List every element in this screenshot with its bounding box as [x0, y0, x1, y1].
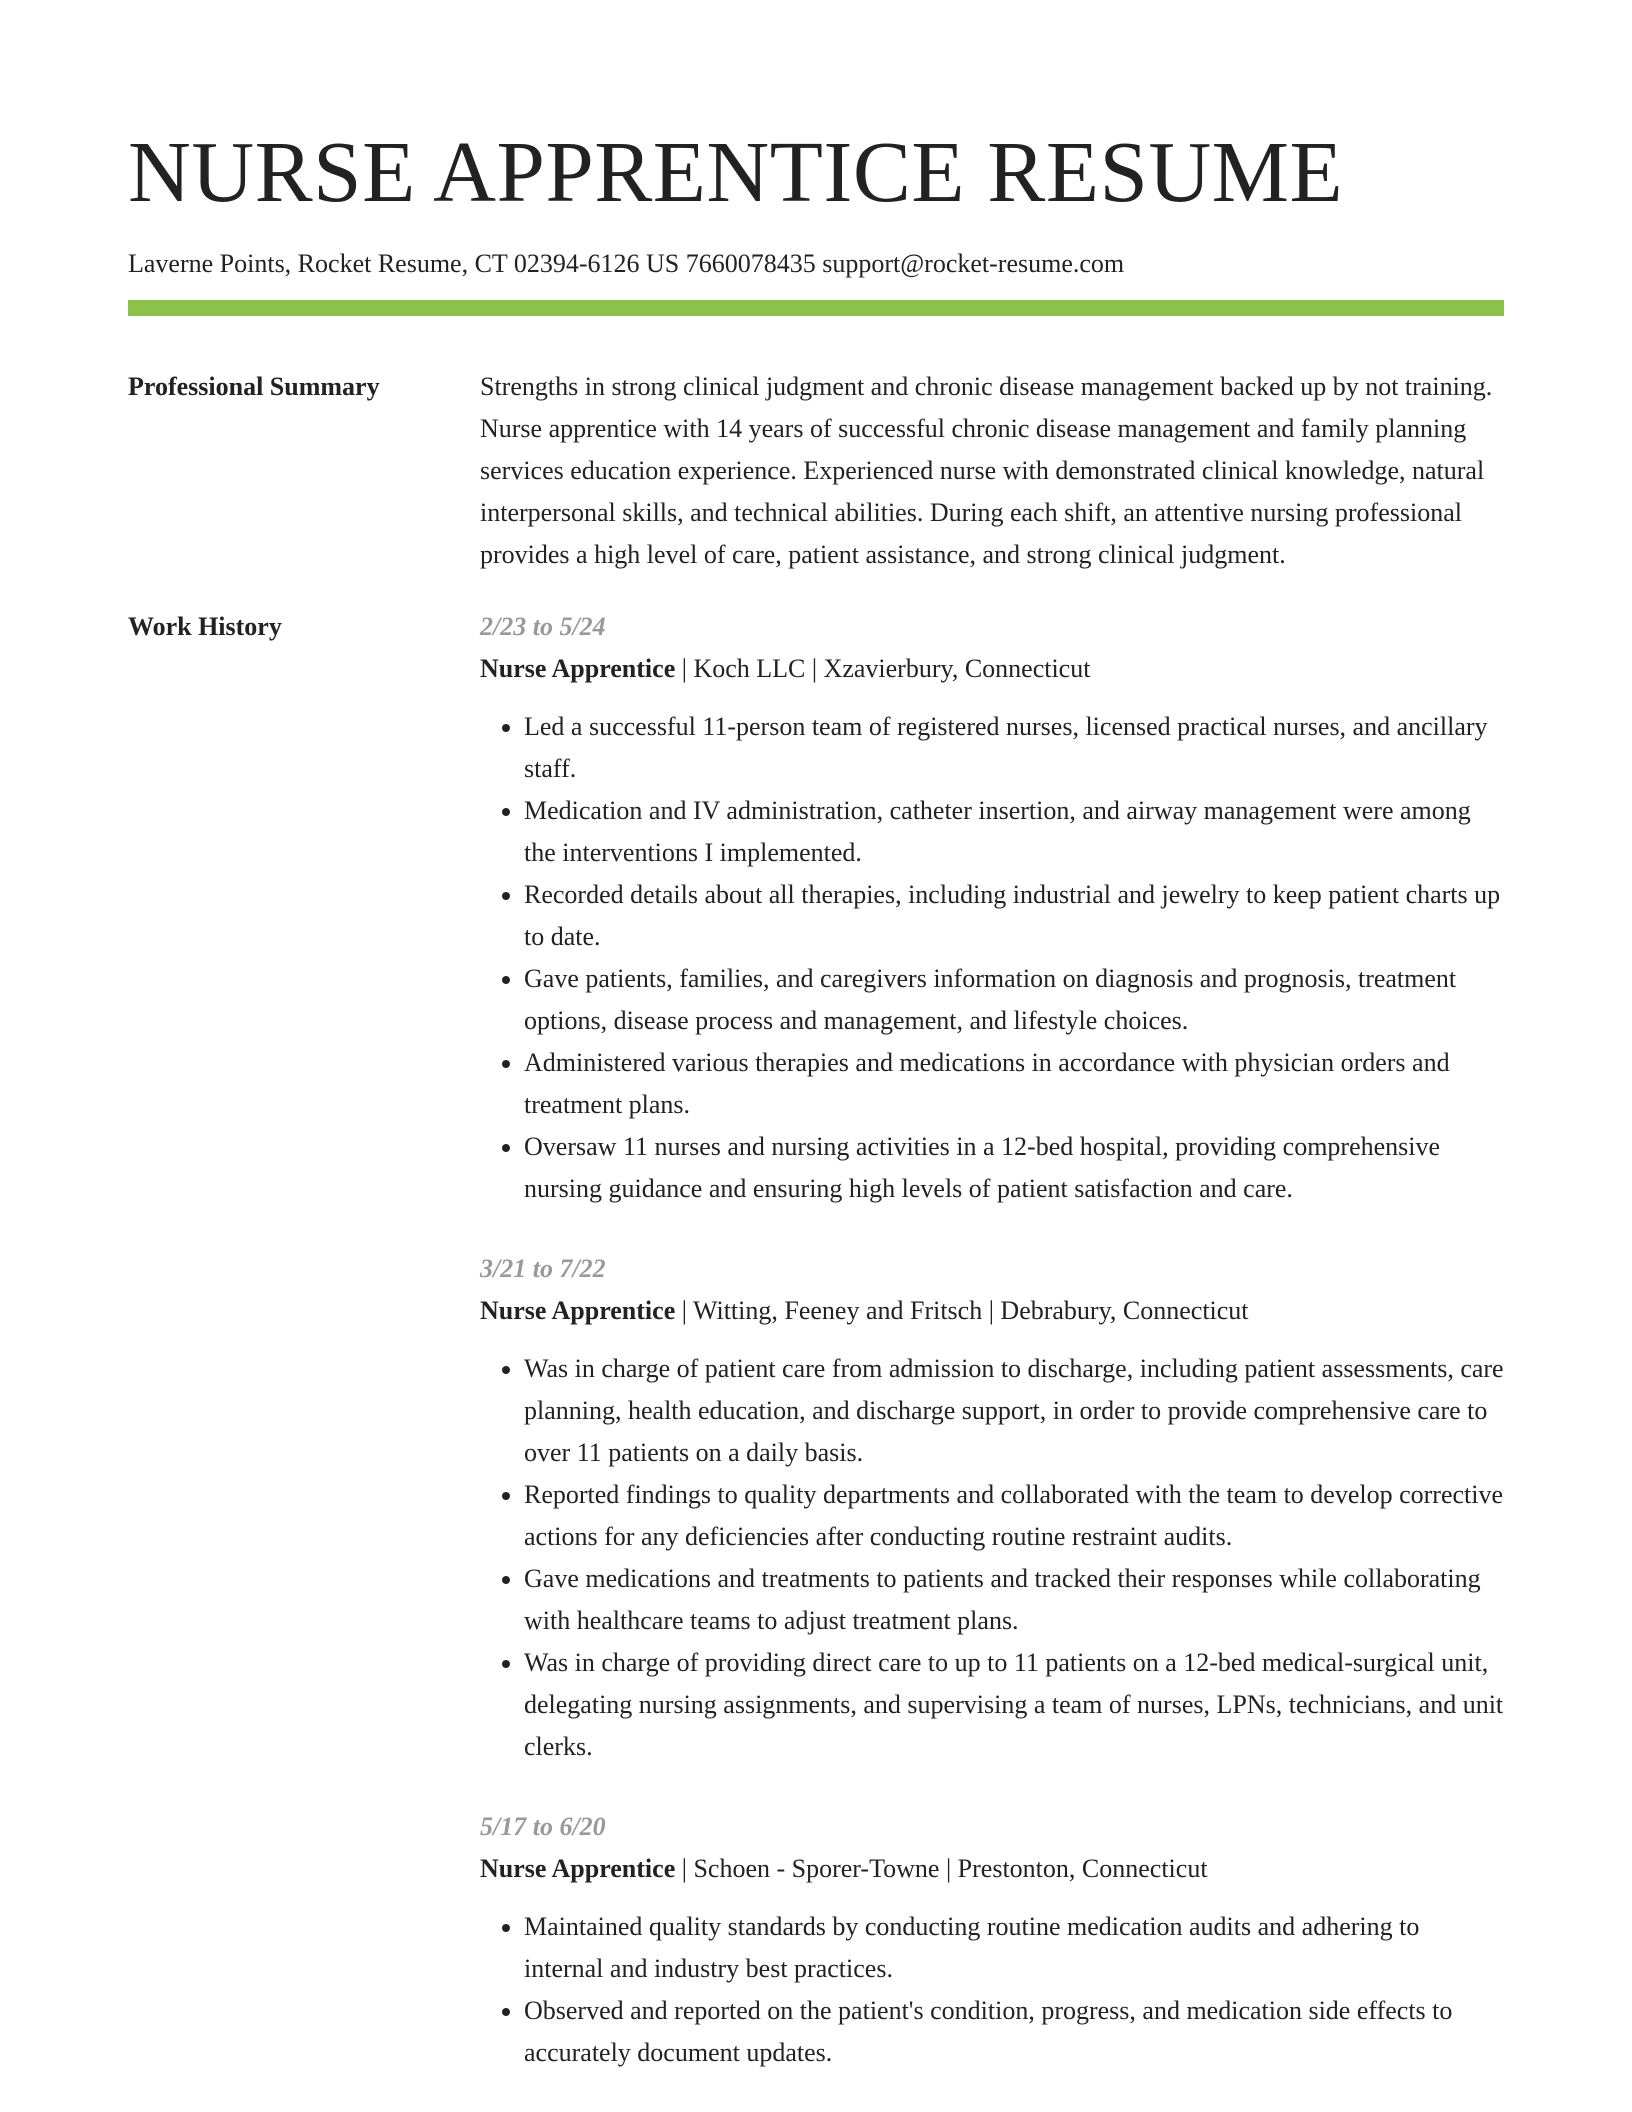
- job-heading: [480, 1848, 1504, 1890]
- contact-line: Laverne Points, Rocket Resume, CT 02394-6126 US 7660078435 support@rocket-resume.com: [128, 249, 1125, 278]
- job-bullet: • Administered various therapies and medications in accordance with physician orders and treatment plans.: [524, 1042, 1504, 1126]
- job-entry: [480, 606, 1504, 1210]
- job-bullet: • Oversaw 11 nurses and nursing activities in a 12-bed hospital, providing comprehensive nursing guidance and ensuring high levels of patient satisfaction and care.: [524, 1126, 1504, 1210]
- job-heading: [480, 1290, 1504, 1332]
- job-bullet: • Reported findings to quality departments and collaborated with the team to develop corrective actions for any deficiencies after conducting routine restraint audits.: [524, 1474, 1504, 1558]
- job-bullet: • Medication and IV administration, catheter insertion, and airway management were among the interventions I implemented.: [524, 790, 1504, 874]
- job-bullet: • Gave patients, families, and caregivers information on diagnosis and prognosis, treatment options, disease process and management, and lifestyle choices.: [524, 958, 1504, 1042]
- work-history-section: [128, 606, 1504, 2112]
- job-bullet: • Recorded details about all therapies, including industrial and jewelry to keep patient charts up to date.: [524, 874, 1504, 958]
- job-dates: 3/21 to 7/22: [480, 1254, 606, 1283]
- job-bullets: [480, 1906, 1504, 2074]
- resume-page: [128, 0, 1504, 2112]
- job-heading: [480, 648, 1504, 690]
- section-label-summary: Professional Summary: [128, 372, 380, 401]
- job-entry: [480, 1248, 1504, 1768]
- work-history-body: [480, 606, 1504, 2112]
- job-bullet: • Observed and reported on the patient's condition, progress, and medication side effects to accurately document updates.: [524, 1990, 1504, 2074]
- summary-body: [480, 366, 1504, 576]
- job-employer-location: | Witting, Feeney and Fritsch | Debrabury, Connecticut: [675, 1296, 1249, 1325]
- job-bullet: • Was in charge of patient care from admission to discharge, including patient assessments, care planning, health education, and discharge support, in order to provide comprehensive care to over 11 patients on a daily basis.: [524, 1348, 1504, 1474]
- job-entry: [480, 1806, 1504, 2074]
- job-bullet: • Led a successful 11-person team of registered nurses, licensed practical nurses, and ancillary staff.: [524, 706, 1504, 790]
- job-bullets: [480, 1348, 1504, 1768]
- job-title: Nurse Apprentice: [480, 1296, 676, 1325]
- accent-divider: [128, 300, 1504, 316]
- job-bullet: • Gave medications and treatments to patients and tracked their responses while collaborating with healthcare teams to adjust treatment plans.: [524, 1558, 1504, 1642]
- section-label-work-history: Work History: [128, 612, 282, 641]
- job-dates: 5/17 to 6/20: [480, 1812, 606, 1841]
- resume-title: NURSE APPRENTICE RESUME: [128, 123, 1344, 220]
- job-dates: 2/23 to 5/24: [480, 612, 606, 641]
- job-title: Nurse Apprentice: [480, 654, 676, 683]
- professional-summary-section: [128, 366, 1504, 576]
- summary-text: Strengths in strong clinical judgment and chronic disease management backed up by not training. Nurse apprentice with 14 years of successful chronic disease management and family planning services education experience. Experienced nurse with demonstrated clinical knowledge, natural interpersonal skills, and technical abilities. During each shift, an attentive nursing professional provides a high level of care, patient assistance, and strong clinical judgment.: [480, 372, 1493, 569]
- job-bullet: • Maintained quality standards by conducting routine medication audits and adhering to internal and industry best practices.: [524, 1906, 1504, 1990]
- job-employer-location: | Schoen - Sporer-Towne | Prestonton, Connecticut: [675, 1854, 1208, 1883]
- job-employer-location: | Koch LLC | Xzavierbury, Connecticut: [675, 654, 1091, 683]
- job-bullets: [480, 706, 1504, 1210]
- job-bullet: • Was in charge of providing direct care to up to 11 patients on a 12-bed medical-surgical unit, delegating nursing assignments, and supervising a team of nurses, LPNs, technicians, and unit clerks.: [524, 1642, 1504, 1768]
- job-title: Nurse Apprentice: [480, 1854, 676, 1883]
